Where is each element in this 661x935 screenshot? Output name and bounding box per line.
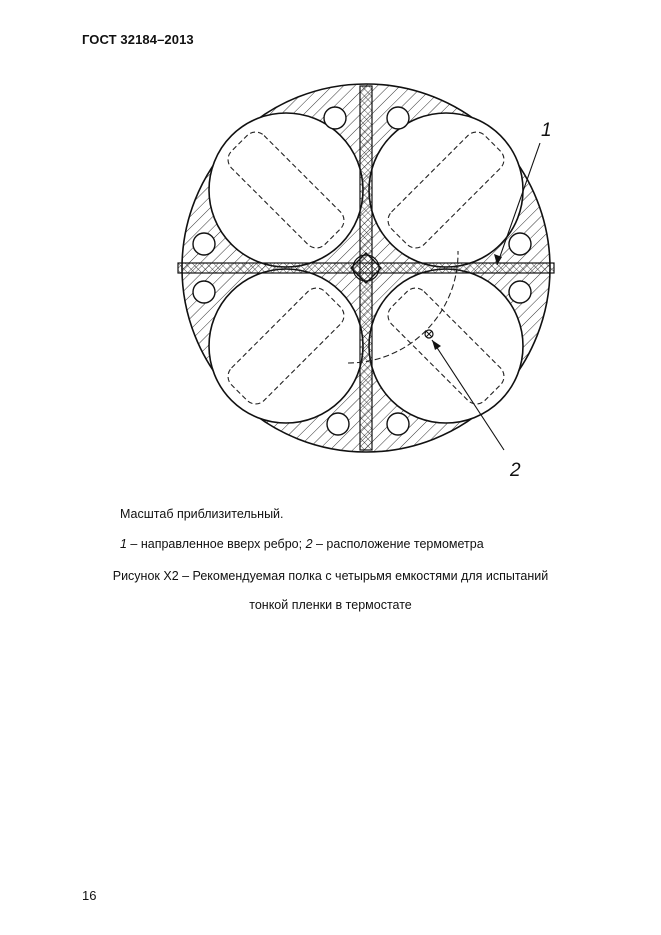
- figure-legend: [120, 537, 484, 551]
- legend-item-2-number: 2: [305, 537, 313, 551]
- hole: [193, 281, 215, 303]
- container-top-left: [209, 113, 363, 267]
- figure-caption-line-1: Рисунок X2 – Рекомендуемая полка с четырьмя емкостями для испытаний: [112, 569, 549, 583]
- container-top-right: [369, 113, 523, 267]
- legend-item-1-text: – направленное вверх ребро;: [126, 537, 306, 551]
- container-bottom-left: [209, 269, 363, 423]
- shelf-drawing: [170, 78, 560, 478]
- page-number: 16: [82, 888, 97, 903]
- legend-item-1-number: 1: [120, 537, 127, 551]
- hole: [509, 233, 531, 255]
- legend-item-2-text: – расположение термометра: [312, 537, 484, 551]
- callout-2: 2: [510, 460, 521, 478]
- hole: [387, 413, 409, 435]
- shelf-diagram-svg: [170, 78, 560, 478]
- hole: [324, 107, 346, 129]
- hole: [193, 233, 215, 255]
- hole: [509, 281, 531, 303]
- figure-caption-line-2: тонкой пленки в термостате: [249, 598, 412, 612]
- hole: [387, 107, 409, 129]
- container-bottom-right: [369, 269, 523, 423]
- scale-note: Масштаб приблизительный.: [120, 507, 284, 521]
- hole: [327, 413, 349, 435]
- callout-1: 1: [541, 120, 552, 141]
- document-header: ГОСТ 32184–2013: [82, 32, 194, 47]
